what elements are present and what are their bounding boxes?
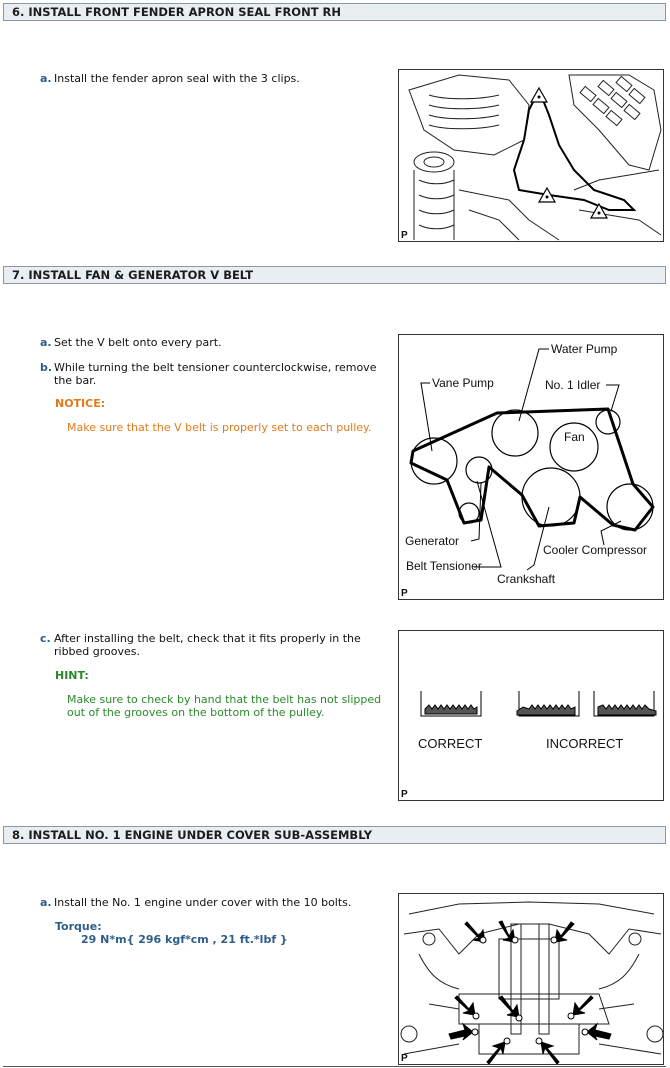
fender-apron-illustration <box>399 70 664 242</box>
under-cover-illustration <box>399 894 664 1065</box>
step-8a <box>40 896 390 909</box>
step-letter: a. <box>40 72 52 85</box>
hint-title: HINT: <box>55 669 89 682</box>
section-6-header: 6. INSTALL FRONT FENDER APRON SEAL FRONT RH <box>3 3 666 21</box>
label-water-pump: Water Pump <box>551 342 618 356</box>
step-letter: a. <box>40 896 52 909</box>
step-text: While turning the belt tensioner counterclockwise, remove the bar. <box>54 361 377 387</box>
groove-diagram <box>399 631 664 801</box>
figure-p-label: P <box>401 230 408 241</box>
bottom-divider <box>3 1066 666 1067</box>
v-belt-routing-figure <box>398 334 664 600</box>
step-text: Set the V belt onto every part. <box>54 336 222 349</box>
step-text: After installing the belt, check that it fits properly in the ribbed grooves. <box>54 632 361 658</box>
torque-title: Torque: <box>55 920 102 933</box>
label-no1-idler: No. 1 Idler <box>545 378 601 392</box>
label-cooler-compressor: Cooler Compressor <box>543 543 648 557</box>
step-letter: a. <box>40 336 52 349</box>
notice-title: NOTICE: <box>55 397 106 410</box>
figure-p-label: P <box>401 588 408 599</box>
fender-apron-seal-figure <box>398 69 664 242</box>
step-text: Install the No. 1 engine under cover with the 10 bolts. <box>54 896 352 909</box>
section-7-header: 7. INSTALL FAN & GENERATOR V BELT <box>3 266 666 284</box>
step-text: Install the fender apron seal with the 3 clips. <box>54 72 300 85</box>
label-belt-tensioner: Belt Tensioner <box>406 559 482 573</box>
label-fan: Fan <box>564 430 585 444</box>
figure-p-label: P <box>401 1053 408 1064</box>
label-incorrect: INCORRECT <box>546 736 624 751</box>
torque-value: 29 N*m{ 296 kgf*cm , 21 ft.*lbf } <box>81 933 288 946</box>
belt-groove-figure <box>398 630 664 801</box>
step-letter: c. <box>40 632 51 645</box>
step-7a <box>40 336 390 349</box>
step-7c <box>40 632 380 658</box>
section-8-header: 8. INSTALL NO. 1 ENGINE UNDER COVER SUB-ASSEMBLY <box>3 826 666 844</box>
label-crankshaft: Crankshaft <box>497 572 556 586</box>
step-letter: b. <box>40 361 53 374</box>
label-vane-pump: Vane Pump <box>432 376 494 390</box>
figure-p-label: P <box>401 789 408 800</box>
under-cover-figure <box>398 893 664 1065</box>
hint-text: Make sure to check by hand that the belt has not slipped out of the grooves on the bottom of the pulley. <box>67 693 382 719</box>
notice-text: Make sure that the V belt is properly set to each pulley. <box>67 421 372 434</box>
label-generator: Generator <box>405 534 460 548</box>
step-7b <box>40 361 392 387</box>
label-correct: CORRECT <box>418 736 483 751</box>
step-6a <box>40 72 380 85</box>
